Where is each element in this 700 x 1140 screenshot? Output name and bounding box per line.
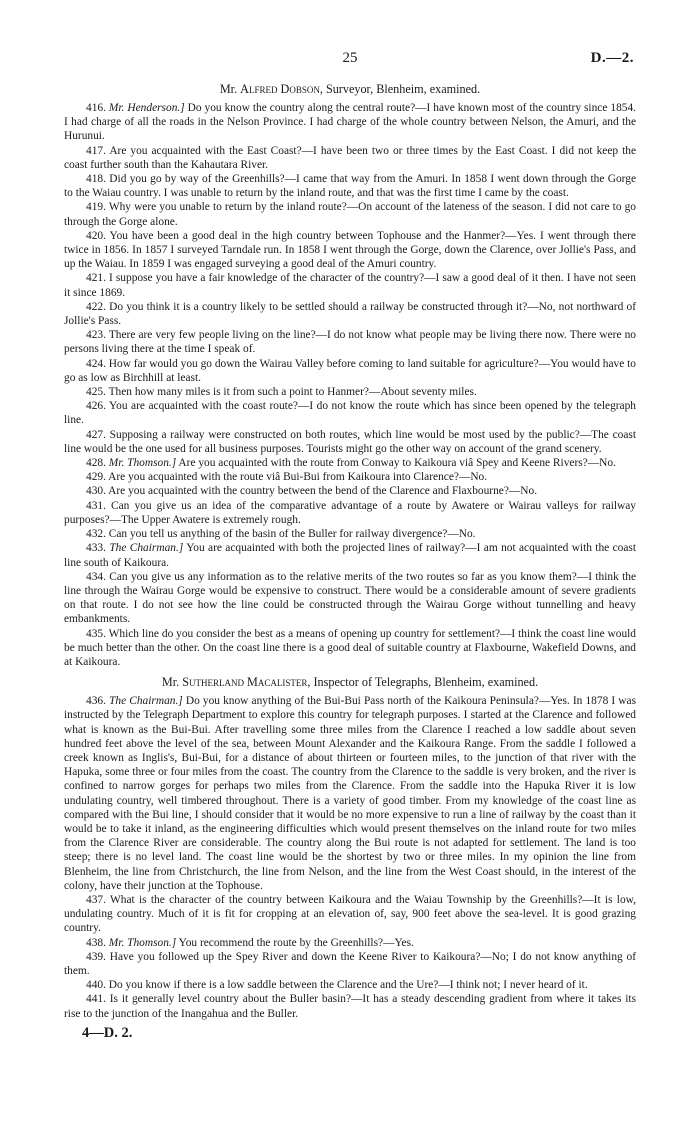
question-answer-paragraph [64, 992, 636, 1020]
question-answer-paragraph [64, 357, 636, 385]
question-number: 422. [86, 300, 110, 313]
question-list [64, 101, 636, 669]
question-number: 420. [86, 229, 110, 242]
question-answer-paragraph [64, 385, 636, 399]
question-answer-paragraph [64, 328, 636, 356]
question-number: 425. [86, 386, 109, 399]
question-answer-paragraph [64, 499, 636, 527]
question-answer-paragraph [64, 627, 636, 670]
page-number: 25 [342, 50, 358, 66]
question-answer-paragraph [64, 541, 636, 569]
question-number: 421. [86, 272, 110, 285]
question-number: 438. [86, 936, 109, 949]
question-number: 426. [86, 400, 110, 413]
question-answer-paragraph [64, 300, 636, 328]
witness-name: Sutherland Macalister [182, 675, 308, 690]
question-number: 416. [86, 102, 109, 114]
question-answer-text: Do you think it is a country likely to be settled should a railway be constructed through it?—No, not northward of Jollie's Pass. [64, 300, 636, 328]
question-number: 430. [86, 485, 109, 498]
question-answer-text: Is it generally level country about the Buller basin?—It has a steady descending gradient from where it takes its rise to the junction of the Inangahua and the Buller. [64, 993, 637, 1020]
question-answer-text: You recommend the route by the Greenhills?—Yes. [176, 936, 414, 949]
question-answer-paragraph [64, 229, 636, 272]
sheet-signature: 4—D. 2. [82, 1024, 133, 1041]
question-answer-text: There are very few people living on the line?—I do not know what people may be living there now. There were no persons living there at the time I speak of. [64, 329, 636, 356]
question-answer-paragraph [64, 200, 636, 228]
question-number: 424. [86, 357, 109, 370]
question-answer-paragraph [64, 101, 636, 144]
question-list [64, 694, 636, 1021]
question-answer-text: Can you give us an idea of the comparative advantage of a route by Awatere or Wairau valleys for railway purposes?—The Upper Awatere is extremely rough. [64, 499, 636, 526]
question-number: 423. [86, 329, 109, 342]
question-answer-text: Supposing a railway were constructed on both routes, which line would be most used by the public?—The coast line would be the one used for all business purposes. Tourists might go the other way on account of the grand scenery. [64, 428, 636, 455]
question-answer-text: I suppose you have a fair knowledge of the character of the country?—I saw a good deal of it then. I have not seen it since 1869. [64, 272, 636, 299]
questioner-name: Mr. Thomson.] [108, 457, 177, 470]
question-answer-text: What is the character of the country between Kaikoura and the Waiau Township by the Greenhills?—It is low, undulating country. Much of it is fit for cropping at an elevation of, say, 900 feet above the sea-level. It is good grazing country. [64, 893, 636, 935]
question-number: 427. [86, 428, 110, 441]
question-answer-text: Are you acquainted with the East Coast?—I have been two or three times by the East Coast. I did not keep the coast further south than the Kahautara River. [64, 144, 637, 171]
question-answer-text: How far would you go down the Wairau Valley before coming to land suitable for agriculture?—You would have to go as low as Birchhill at least. [64, 357, 636, 384]
question-answer-paragraph [64, 950, 636, 978]
question-answer-paragraph [64, 694, 636, 893]
question-answer-paragraph [64, 936, 636, 950]
questioner-name: Mr. Thomson.] [108, 936, 177, 949]
document-reference: D.—2. [590, 50, 634, 66]
question-number: 433. [86, 542, 110, 555]
question-answer-text: Do you know the country along the central route?—I have known most of the country since 1854. I had charge of all the roads in the Nelson Province. I had charge of the whole country between Nelson, the Amuri, and the Hurunui. [64, 102, 637, 143]
question-answer-text: Do you know anything of the Bui-Bui Pass north of the Kaikoura Peninsula?—Yes. In 1878 I was instructed by the Telegraph Department to explore this country for telegraph purposes. I started at the Clarence and followed what is known as the Bui-Bui. After travelling some three miles from the Clarence I reached a low saddle about seven hundred feet above the level of the sea, between Mount Alexander and the Kaikoura Range. From the saddle I followed a creek known as Inglis's, Bui-Bui, for a distance of about thirteen or fourteen miles, to the junction of that river with the Hapuka, some three or four miles from the coast. The country from the Clarence to the saddle is very broken, and the river is confined to narrow gorges for perhaps two miles from the Clarence. From the saddle into the Hapuka River it is low undulating country, well timbered throughout. There is a variety of good timber. From my knowledge of the coast line as compared with the Bui line, I should consider that it would be no more expensive to run a line of railway by the coast than it would be to take it inland, as the engineering difficulties which would present themselves on the inland route for two miles from the Clarence River are considerable. The country along the Bui route is not adapted for settlement. The land is too steep; there is no level land. The coast line would be the shortest by two or three miles. In my opinion the line from Blenheim, the line from Christchurch, the line from Nelson, and the line from the West Coast should, in the interest of the colony, have their junction at the Tophouse. [64, 695, 637, 892]
question-number: 437. [86, 893, 111, 906]
question-answer-paragraph [64, 978, 636, 992]
witness-name: Alfred Dobson [240, 82, 320, 96]
questioner-name: The Chairman.] [109, 695, 183, 708]
witness-title: Mr. [161, 675, 183, 690]
question-number: 435. [86, 627, 109, 640]
question-answer-text: Which line do you consider the best as a means of opening up country for settlement?—I think the coast line would be much better than the other. On the coast line there is a good deal of suitable country at Flaxbourne, Wakefield Downs, and at Kaikoura. [64, 627, 637, 668]
witness-title: Mr. [219, 82, 241, 96]
question-number: 428. [86, 457, 109, 470]
question-number: 434. [86, 570, 110, 583]
witness-description: , Surveyor, Blenheim, examined. [319, 82, 481, 96]
question-number: 432. [86, 528, 109, 541]
question-answer-paragraph [64, 144, 636, 172]
question-answer-text: Are you acquainted with the route from Conway to Kaikoura viâ Spey and Keene Rivers?—No. [176, 457, 616, 470]
page-header [64, 50, 636, 76]
question-number: 431. [86, 499, 112, 512]
question-answer-text: Why were you unable to return by the inland route?—On account of the lateness of the season. I did not care to go through the Gorge alone. [64, 201, 637, 228]
witness-description: , Inspector of Telegraphs, Blenheim, examined. [307, 675, 539, 690]
question-number: 439. [86, 950, 110, 963]
question-answer-paragraph [64, 399, 636, 427]
question-number: 418. [86, 173, 110, 186]
question-number: 417. [86, 144, 110, 157]
question-answer-paragraph [64, 271, 636, 299]
question-answer-paragraph [64, 570, 636, 627]
question-answer-paragraph [64, 428, 636, 456]
question-answer-paragraph [64, 527, 636, 541]
question-answer-text: Are you acquainted with the route viâ Bui-Bui from Kaikoura into Clarence?—No. [108, 471, 488, 484]
question-number: 440. [86, 979, 109, 992]
questioner-name: Mr. Henderson.] [108, 102, 185, 114]
question-answer-text: You are acquainted with both the projected lines of railway?—I am not acquainted with the coast line south of Kaikoura. [64, 542, 637, 569]
question-number: 419. [86, 201, 109, 214]
question-number: 429. [86, 471, 109, 484]
question-number: 441. [86, 993, 110, 1006]
witness-heading [64, 675, 636, 690]
question-answer-text: Are you acquainted with the country between the bend of the Clarence and Flaxbourne?—No. [108, 485, 538, 498]
question-answer-text: Can you give us any information as to the relative merits of the two routes so far as you know them?—I think the line through the Wairau Gorge would be expensive to construct. There would be a considerable amount of severe gradients on that route. I do not see how the line could be constructed through the Wairau Gorge without tunnelling and heavy embankments. [64, 570, 637, 626]
question-answer-text: You are acquainted with the coast route?—I do not know the route which has since been opened by the telegraph line. [64, 400, 636, 427]
question-answer-text: You have been a good deal in the high country between Tophouse and the Hanmer?—Yes. I went through there twice in 1856. In 1857 I surveyed Tarndale run. In 1858 I went through the Gorge, down the Clarence, over Jollie's Pass, and up the Waiau. In 1859 I was engaged surveying a good deal of the Amuri country. [64, 229, 636, 271]
question-answer-text: Have you followed up the Spey River and down the Keene River to Kaikoura?—No; I do not know anything of them. [64, 950, 637, 977]
question-answer-paragraph [64, 484, 636, 498]
question-answer-text: Did you go by way of the Greenhills?—I came that way from the Amuri. In 1858 I went down through the Gorge to the Waiau country. I was unable to return by the inland route, and that was the first time I came by the coast. [64, 173, 636, 200]
evidence-sections [64, 82, 636, 1021]
question-answer-text: Do you know if there is a low saddle between the Clarence and the Ure?—I think not; I never heard of it. [108, 979, 588, 992]
question-answer-paragraph [64, 470, 636, 484]
question-answer-paragraph [64, 893, 636, 936]
questioner-name: The Chairman.] [109, 542, 184, 555]
witness-heading [64, 82, 636, 97]
question-answer-text: Then how many miles is it from such a point to Hanmer?—About seventy miles. [108, 386, 477, 399]
question-answer-paragraph [64, 172, 636, 200]
question-answer-paragraph [64, 456, 636, 470]
question-number: 436. [86, 695, 110, 708]
question-answer-text: Can you tell us anything of the basin of the Buller for railway divergence?—No. [108, 528, 476, 541]
